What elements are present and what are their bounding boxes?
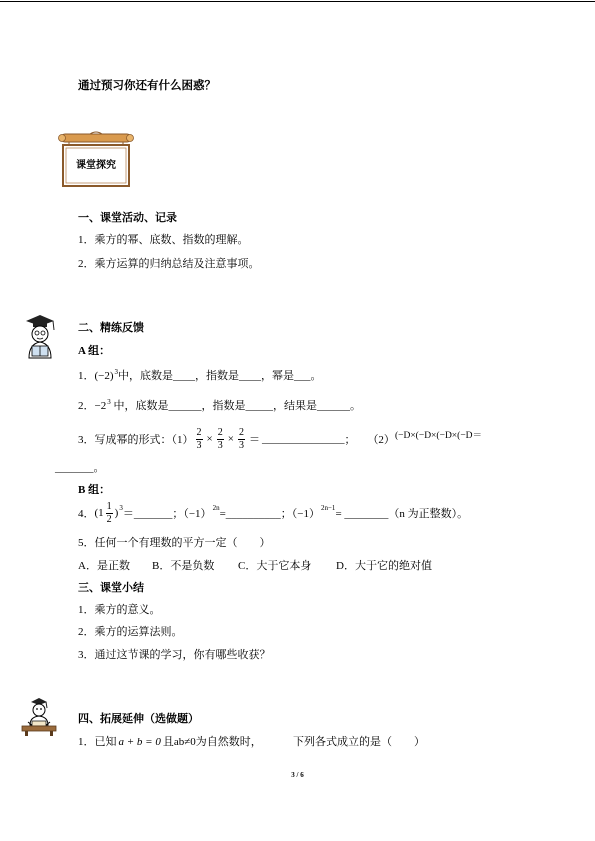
fraction (238, 428, 245, 451)
list-item: 2．乘方运算的归纳总结及注意事项。 (78, 258, 260, 270)
denominator: 3 (238, 439, 244, 451)
numerator: 2 (217, 426, 223, 438)
section-heading-practice: 二、精练反馈 (78, 322, 144, 334)
equals-sign: ＝ (248, 434, 260, 446)
student-reading-icon (22, 313, 58, 362)
numerator: 2 (196, 426, 202, 438)
separator: ； (344, 434, 356, 446)
question-text: =__________；（−1） (219, 508, 320, 520)
list-item: 3．通过这节课的学习，你有哪些收获？ (78, 649, 271, 661)
math-expression: a + b = 0 (118, 736, 161, 748)
question-5: 5．任何一个有理数的平方一定（ ） (78, 537, 271, 549)
times-sign: × (206, 433, 213, 445)
question-5-options (78, 559, 478, 573)
question-text: 1．已知 (78, 736, 117, 748)
denominator: 3 (196, 439, 202, 451)
question-number: 1． (78, 370, 95, 382)
math-exponent: 3 (119, 504, 123, 512)
question-number: 2． (78, 400, 95, 412)
list-item: 1．乘方的幂、底数、指数的理解。 (78, 234, 249, 246)
question-text: 3．写成幂的形式：（1） (78, 434, 194, 446)
math-close: ) (114, 507, 119, 519)
page-number: 3 / 6 (291, 771, 304, 779)
section-banner (57, 131, 135, 188)
question-4 (78, 500, 468, 526)
math-exponent: 2n−1 (320, 504, 336, 512)
option-d: D．大于它的绝对值 (336, 560, 432, 572)
group-a-label: A 组： (78, 345, 111, 357)
extension-question-1 (78, 735, 478, 749)
option-c: C．大于它本身 (238, 560, 312, 572)
option-b: B．不是负数 (152, 560, 215, 572)
math-exponent: 2n (212, 504, 220, 512)
question-text: 下列各式成立的是（ ） (293, 736, 425, 748)
teacher-at-desk-icon (20, 697, 58, 740)
section-heading-activity: 一、课堂活动、记录 (78, 212, 177, 224)
question-3-continuation: _______。 (55, 462, 105, 474)
numerator: 1 (106, 500, 112, 512)
math-exponent: 3 (114, 368, 119, 376)
answer-blank: _______________ (261, 433, 345, 445)
question-number: 4． (78, 508, 95, 520)
fraction (196, 428, 203, 451)
question-text: 中，底数是____，指数是____，幂是___。 (118, 370, 322, 382)
numerator: 2 (238, 426, 244, 438)
question-2 (78, 399, 361, 413)
banner-label: 课堂探究 (76, 160, 116, 171)
fraction (106, 502, 113, 525)
question-text: ＝_______；（−1） (122, 508, 212, 520)
math-expression: (−D×(−D×(−D×(−D＝ (394, 431, 483, 441)
question-3 (78, 426, 482, 452)
section-heading-extension: 四、拓展延伸（选做题） (78, 713, 199, 725)
list-item: 1．乘方的意义。 (78, 604, 161, 616)
top-rule (0, 1, 595, 2)
times-sign: × (227, 433, 234, 445)
math-base: −2 (94, 400, 107, 412)
question-1 (78, 369, 322, 383)
question-text: = ________（n 为正整数）。 (335, 508, 469, 520)
part-label: （2） (367, 434, 395, 446)
section-heading-summary: 三、课堂小结 (78, 582, 144, 594)
math-base: (−2) (94, 370, 114, 382)
math-open: (1 (94, 507, 104, 519)
question-text: 中，底数是______，指数是_____，结果是______。 (110, 400, 361, 412)
denominator: 3 (217, 439, 223, 451)
preview-question: 通过预习你还有什么困惑？ (78, 80, 216, 92)
denominator: 2 (106, 513, 112, 525)
list-item: 2．乘方的运算法则。 (78, 626, 183, 638)
fraction (217, 428, 224, 451)
group-b-label: B 组： (78, 484, 111, 496)
math-exponent: 3 (107, 398, 111, 406)
option-a: A．是正数 (78, 560, 130, 572)
question-text: 且ab≠0为自然数时， (162, 736, 262, 748)
